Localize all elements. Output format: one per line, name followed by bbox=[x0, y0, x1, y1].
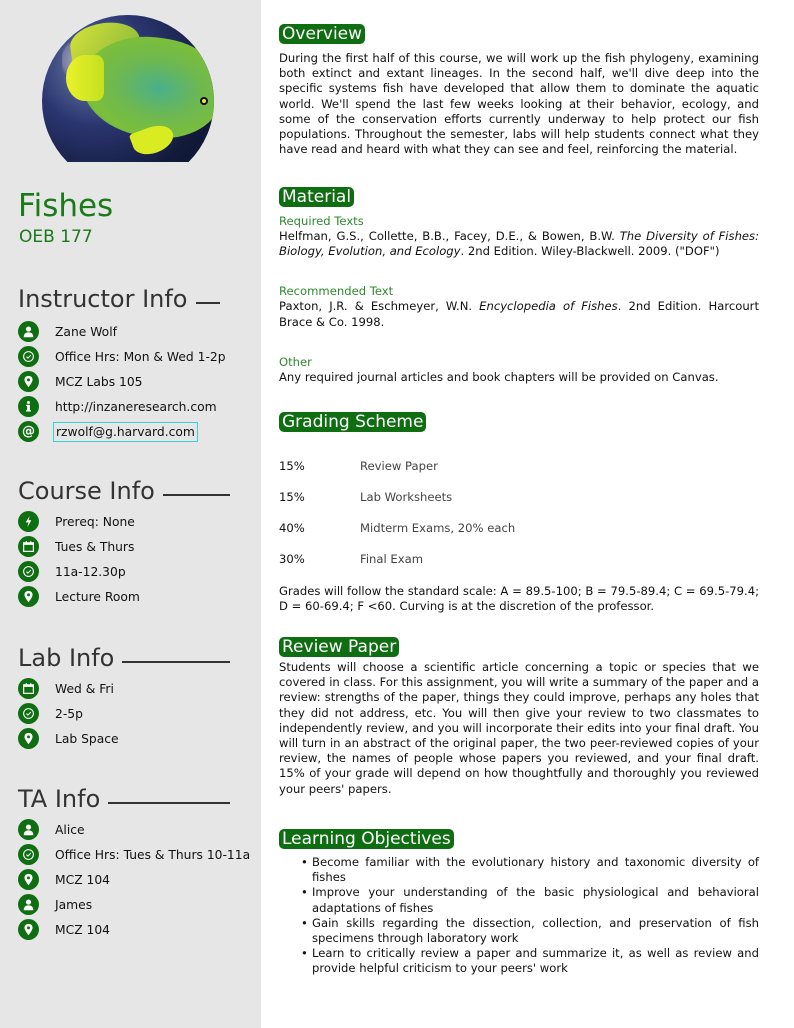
calendar-icon bbox=[18, 678, 39, 699]
ta-name: Alice bbox=[18, 817, 230, 842]
instructor-info-heading: Instructor Info bbox=[18, 287, 230, 311]
clock-icon bbox=[18, 703, 39, 724]
list-item: • Improve your understanding of the basic physiological and behavioral adaptations of fishes bbox=[301, 885, 759, 915]
instructor-name: Zane Wolf bbox=[18, 319, 230, 344]
course-location: Lecture Room bbox=[18, 584, 230, 609]
website-link[interactable]: http://inzaneresearch.com bbox=[55, 399, 217, 414]
recommended-text-label: Recommended Text bbox=[279, 284, 394, 299]
grading-scale-note: Grades will follow the standard scale: A = 89.5-100; B = 79.5-89.4; C = 69.5-79.4; D = 60-69.4; F <60. Curving is at the discretion of the professor. bbox=[279, 584, 759, 614]
objectives-list bbox=[301, 855, 759, 977]
other-text: Any required journal articles and book chapters will be provided on Canvas. bbox=[279, 369, 719, 384]
ta-info-section bbox=[18, 785, 251, 942]
learning-objectives-section bbox=[279, 829, 759, 977]
course-days: Tues & Thurs bbox=[18, 534, 230, 559]
clock-icon bbox=[18, 561, 39, 582]
ta-name: James bbox=[18, 892, 230, 917]
user-icon bbox=[18, 321, 39, 342]
grading-heading: Grading Scheme bbox=[279, 412, 426, 432]
instructor-website[interactable] bbox=[18, 394, 230, 419]
calendar-icon bbox=[18, 536, 39, 557]
grade-row: 15% Review Paper bbox=[279, 458, 438, 473]
map-pin-icon bbox=[18, 919, 39, 940]
overview-text: During the first half of this course, we will work up the fish phylogeny, examining both extinct and extant lineages. In the second half, we'll dive deep into the specific systems fish have developed that allow them to dominate the aquatic world. We'll spend the last few weeks looking at their behavior, ecology, and some of the conservation efforts currently underway to help protect our fish populations. Throughout the semester, labs will help students connect what they have read and heard with what they can see and feel, reinforcing the material. bbox=[279, 51, 759, 157]
overview-heading: Overview bbox=[279, 24, 365, 44]
material-section bbox=[279, 187, 759, 385]
grading-table bbox=[279, 450, 759, 574]
list-item: • Learn to critically review a paper and summarize it, as well as review and provide helpful criticism to your peers' work bbox=[301, 946, 759, 976]
course-time: 11a-12.30p bbox=[18, 559, 230, 584]
clock-icon bbox=[18, 844, 39, 865]
map-pin-icon bbox=[18, 869, 39, 890]
review-paper-text: Students will choose a scientific article concerning a topic or species that we covered in class. For this assignment, you will write a summary of the paper and a review: strengths of the paper, things they could improve, perhaps any holes that they did not address, etc. You will then give your review to two classmates to independently review, and you will incorporate their edits into your final draft. You will turn in an abstract of the original paper, the two peer-reviewed copies of your review, the names of people whose papers you reviewed, and your final draft. 15% of your grade will depend on how thoughtfully and thoroughly you reviewed your peers' papers. bbox=[279, 660, 759, 796]
course-prereq: Prereq: None bbox=[18, 509, 230, 534]
at-icon: @ bbox=[18, 421, 39, 442]
lab-location: Lab Space bbox=[18, 726, 230, 751]
ta-office-hours: Office Hrs: Tues & Thurs 10-11a bbox=[18, 842, 230, 867]
grade-row: 30% Final Exam bbox=[279, 551, 423, 566]
learning-objectives-heading: Learning Objectives bbox=[279, 829, 454, 849]
map-pin-icon bbox=[18, 371, 39, 392]
course-code: OEB 177 bbox=[19, 227, 93, 247]
instructor-info-section bbox=[18, 287, 230, 444]
ta-location: MCZ 104 bbox=[18, 867, 230, 892]
sidebar bbox=[0, 0, 261, 1028]
lightning-icon bbox=[18, 511, 39, 532]
ta-location: MCZ 104 bbox=[18, 917, 230, 942]
course-title: Fishes bbox=[18, 188, 114, 224]
lab-info-section bbox=[18, 646, 230, 751]
course-photo bbox=[42, 15, 214, 162]
overview-section bbox=[279, 24, 759, 157]
instructor-email[interactable] bbox=[18, 419, 230, 444]
email-link[interactable]: rzwolf@g.harvard.com bbox=[53, 422, 198, 442]
review-paper-heading: Review Paper bbox=[279, 637, 399, 657]
instructor-location: MCZ Labs 105 bbox=[18, 369, 230, 394]
ta-info-heading: TA Info bbox=[18, 787, 230, 811]
lab-info-heading: Lab Info bbox=[18, 646, 230, 670]
list-item: • Become familiar with the evolutionary history and taxonomic diversity of fishes bbox=[301, 855, 759, 885]
map-pin-icon bbox=[18, 586, 39, 607]
course-info-heading: Course Info bbox=[18, 479, 230, 503]
course-info-section bbox=[18, 479, 230, 609]
material-heading: Material bbox=[279, 187, 354, 207]
instructor-office-hours: Office Hrs: Mon & Wed 1-2p bbox=[18, 344, 230, 369]
grade-row: 40% Midterm Exams, 20% each bbox=[279, 520, 516, 535]
list-item: • Gain skills regarding the dissection, collection, and preservation of fish specimens through laboratory work bbox=[301, 916, 759, 946]
required-texts-citation: Helfman, G.S., Collette, B.B., Facey, D.E., & Bowen, B.W. The Diversity of Fishes: Biology, Evolution, and Ecology. 2nd Edition. Wiley-Blackwell. 2009. ("DOF") bbox=[279, 229, 759, 259]
recommended-text-citation: Paxton, J.R. & Eschmeyer, W.N. Encyclopedia of Fishes. 2nd Edition. Harcourt Brace & Co. 1998. bbox=[279, 299, 759, 329]
clock-icon bbox=[18, 346, 39, 367]
review-paper-section bbox=[279, 637, 759, 797]
info-icon bbox=[18, 396, 39, 417]
other-label: Other bbox=[279, 354, 312, 369]
grade-row: 15% Lab Worksheets bbox=[279, 489, 453, 504]
lab-days: Wed & Fri bbox=[18, 676, 230, 701]
map-pin-icon bbox=[18, 728, 39, 749]
grading-section bbox=[279, 412, 759, 614]
user-icon bbox=[18, 819, 39, 840]
fish-image bbox=[42, 15, 214, 162]
user-icon bbox=[18, 894, 39, 915]
lab-time: 2-5p bbox=[18, 701, 230, 726]
required-texts-label: Required Texts bbox=[279, 214, 364, 228]
